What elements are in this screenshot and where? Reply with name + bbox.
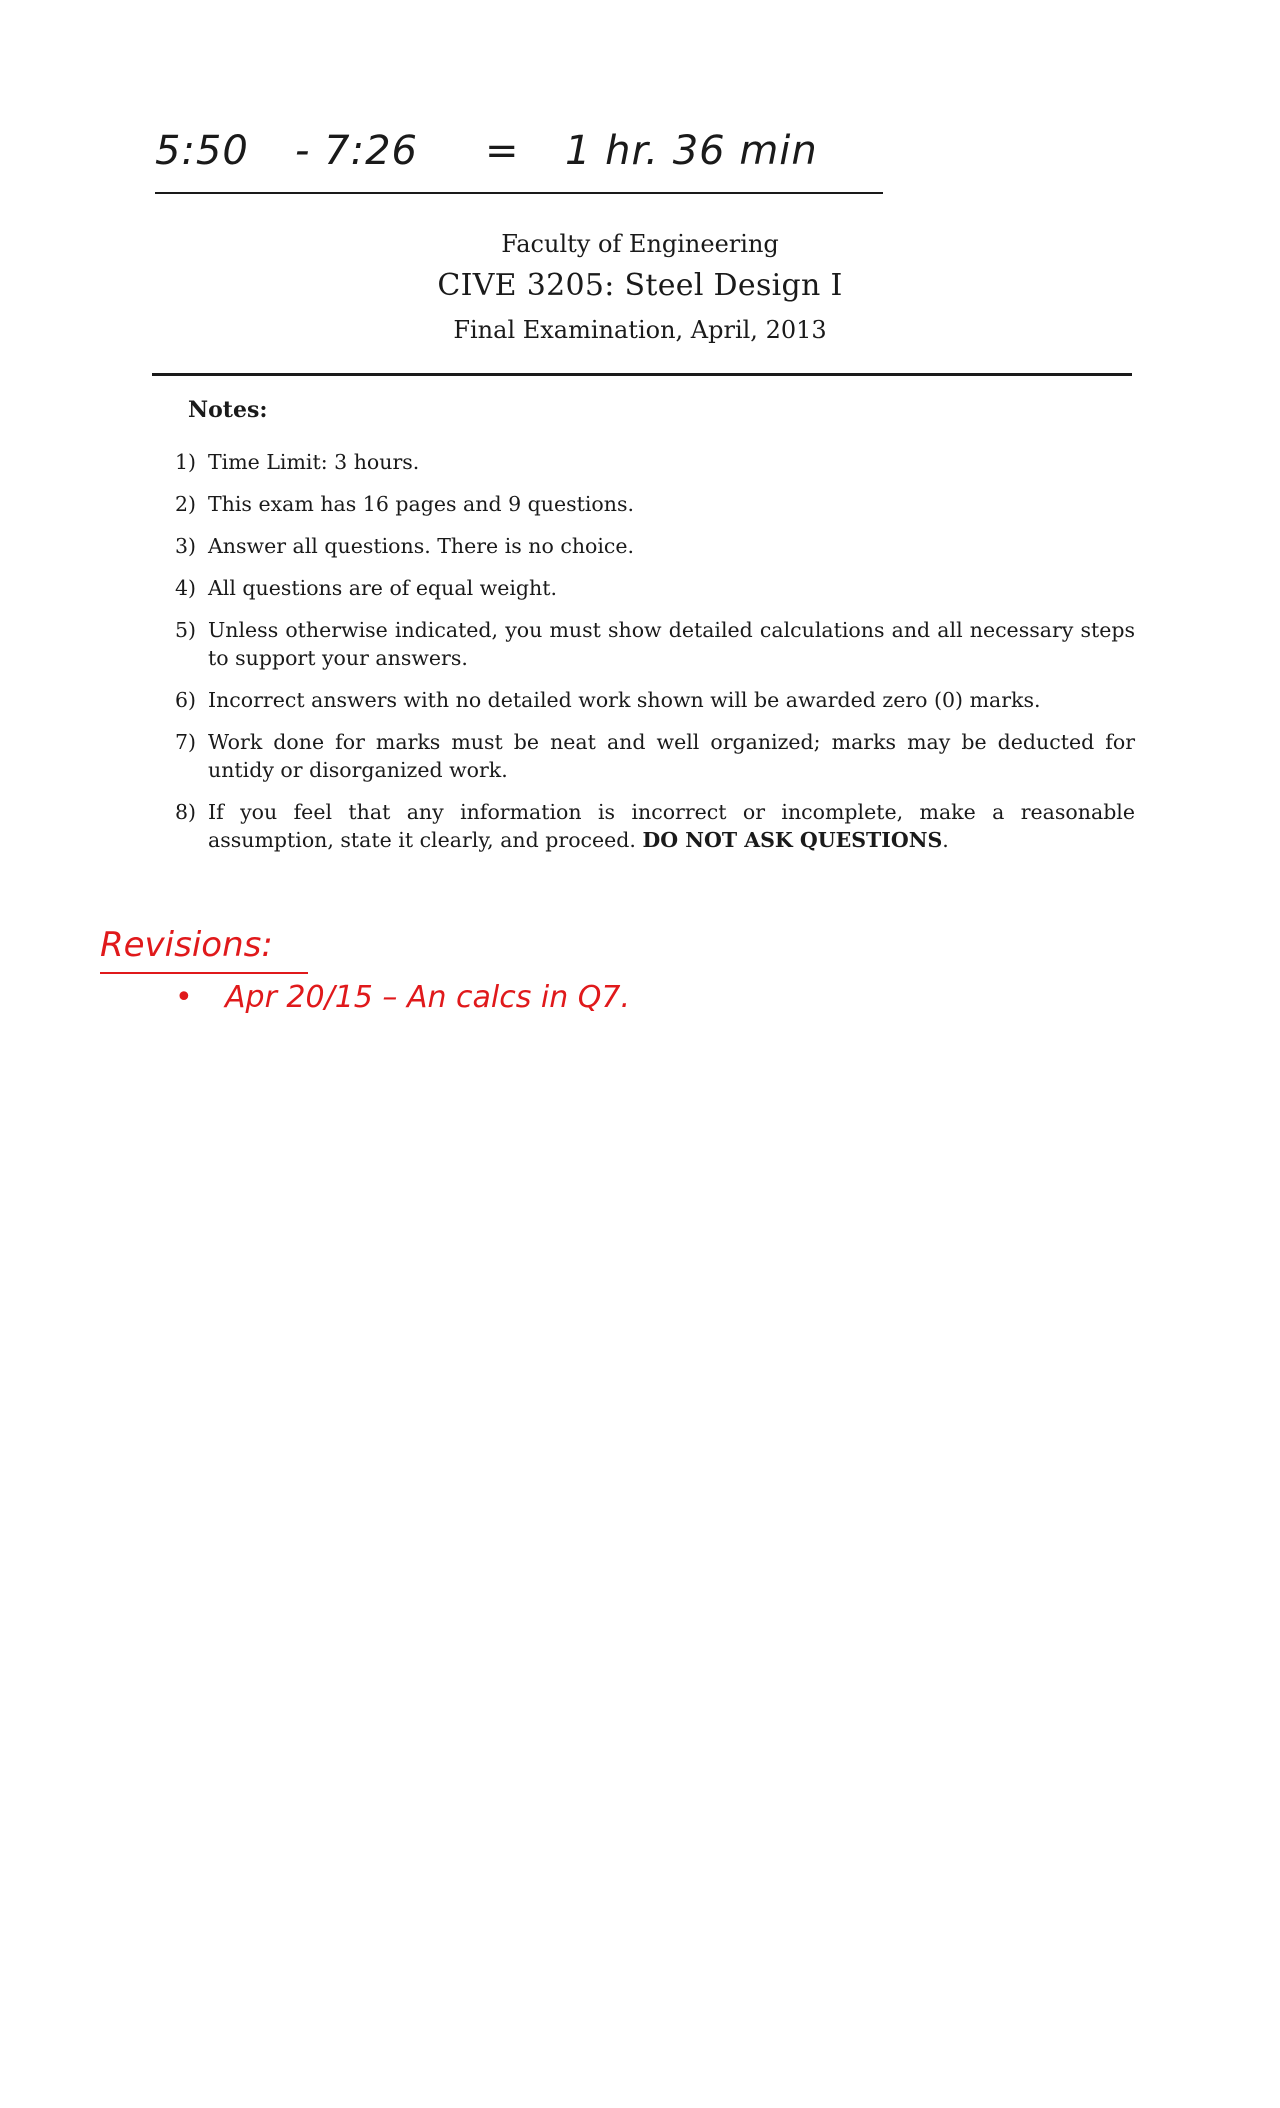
note-number: 3) [175,534,197,558]
note-item [175,616,1135,672]
revision-text: Apr 20/15 – An calcs in Q7. [225,980,631,1015]
handwritten-start-time: 5:50 [155,128,249,174]
note-text: This exam has 16 pages and 9 questions. [208,492,635,516]
revisions-underline [100,972,308,974]
note-item [175,448,1135,476]
handwritten-time-note [155,128,895,198]
revision-entry [175,980,630,1015]
note-number: 8) [175,800,197,824]
note-text: If you feel that any information is incorrect or incomplete, make a reasonable assumption, state it clearly, and proceed. [208,800,1135,852]
note-number: 6) [175,688,197,712]
note-item [175,686,1135,714]
note-item [175,532,1135,560]
note-number: 7) [175,730,197,754]
notes-heading: Notes: [188,397,268,423]
handwritten-equals: = [485,128,520,174]
revisions-heading: Revisions: [100,925,273,965]
course-title: CIVE 3205: Steel Design I [437,268,843,303]
header-rule [152,373,1132,376]
note-number: 1) [175,450,197,474]
exam-title: Final Examination, April, 2013 [453,316,827,344]
note-text: Answer all questions. There is no choice. [208,534,635,558]
note-item [175,490,1135,518]
notes-list [175,448,1135,868]
note-number: 5) [175,618,197,642]
note-tail: . [942,828,949,852]
faculty-name: Faculty of Engineering [501,230,779,258]
handwritten-underline [155,192,883,194]
note-number: 2) [175,492,197,516]
note-item [175,574,1135,602]
note-text: All questions are of equal weight. [208,576,557,600]
note-text: Incorrect answers with no detailed work shown will be awarded zero (0) marks. [208,688,1041,712]
note-text: Work done for marks must be neat and well organized; marks may be deducted for untidy or disorganized work. [208,730,1135,782]
handwritten-end-time: - 7:26 [295,128,418,174]
note-item [175,728,1135,784]
note-number: 4) [175,576,197,600]
note-text: Time Limit: 3 hours. [208,450,420,474]
note-emphasis: DO NOT ASK QUESTIONS [642,828,943,852]
note-item [175,798,1135,854]
handwritten-duration: 1 hr. 36 min [565,128,818,174]
note-text: Unless otherwise indicated, you must show detailed calculations and all necessary steps to support your answers. [208,618,1135,670]
bullet-icon: • [175,980,193,1015]
